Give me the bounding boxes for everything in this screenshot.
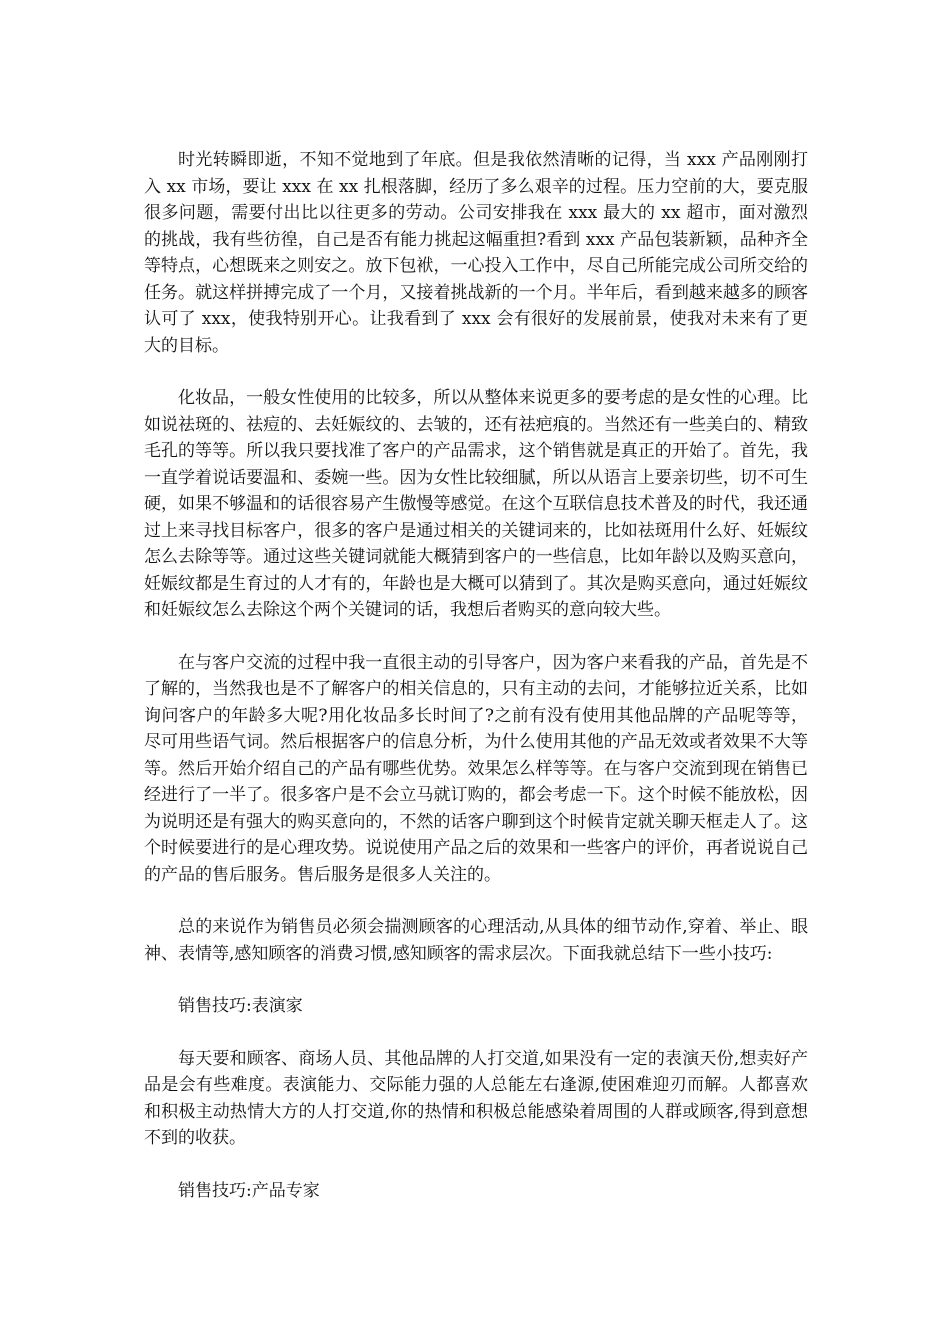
section-heading-performer: 销售技巧:表演家 (178, 996, 303, 1016)
paragraph-summary: 总的来说作为销售员必须会揣测顾客的心理活动,从具体的细节动作,穿着、举止、眼神、表情等,感知顾客的消费习惯,感知顾客的需求层次。下面我就总结下一些小技巧: (144, 917, 808, 964)
document-body (144, 147, 808, 1230)
paragraph-cosmetics: 化妆品，一般女性使用的比较多，所以从整体来说更多的要考虑的是女性的心理。比如说祛斑的、祛痘的、去妊娠纹的、去皱的，还有祛疤痕的。当然还有一些美白的、精致毛孔的等等。所以我只要找准了客户的产品需求，这个销售就是真正的开始了。首先，我一直学着说话要温和、委婉一些。因为女性比较细腻，所以从语言上要亲切些，切不可生硬，如果不够温和的话很容易产生傲慢等感觉。在这个互联信息技术普及的时代，我还通过上来寻找目标客户，很多的客户是通过相关的关键词来的，比如祛斑用什么好、妊娠纹怎么去除等等。通过这些关键词就能大概猜到客户的一些信息，比如年龄以及购买意向，妊娠纹都是生育过的人才有的，年龄也是大概可以猜到了。其次是购买意向，通过妊娠纹和妊娠纹怎么去除这个两个关键词的话，我想后者购买的意向较大些。 (144, 388, 808, 620)
paragraph-performer: 每天要和顾客、商场人员、其他品牌的人打交道,如果没有一定的表演天份,想卖好产品是会有些难度。表演能力、交际能力强的人总能左右逢源,使困难迎刃而解。人都喜欢和积极主动热情大方的人打交道,你的热情和积极总能感染着周围的人群或顾客,得到意想不到的收获。 (144, 1048, 808, 1148)
paragraph-communication: 在与客户交流的过程中我一直很主动的引导客户，因为客户来看我的产品，首先是不了解的，当然我也是不了解客户的相关信息的，只有主动的去问，才能够拉近关系，比如询问客户的年龄多大呢?用化妆品多长时间了?之前有没有使用其他品牌的产品呢等等，尽可用些语气词。然后根据客户的信息分析，为什么使用其他的产品无效或者效果不大等等。然后开始介绍自己的产品有哪些优势。效果怎么样等等。在与客户交流到现在销售已经进行了一半了。很多客户是不会立马就订购的，都会考虑一下。这个时候不能放松，因为说明还是有强大的购买意向的，不然的话客户聊到这个时候肯定就关聊天框走人了。这个时候要进行的是心理攻势。说说使用产品之后的效果和一些客户的评价，再者说说自己的产品的售后服务。售后服务是很多人关注的。 (144, 652, 808, 885)
section-heading-product-expert: 销售技巧:产品专家 (178, 1180, 320, 1201)
paragraph-intro: 时光转瞬即逝，不知不觉地到了年底。但是我依然清晰的记得，当 xxx 产品刚刚打入 xx 市场，要让 xxx 在 xx 扎根落脚，经历了多么艰辛的过程。压力空前的大，要克服很多问题，需要付出比以往更多的劳动。公司安排我在 xxx 最大的 xx 超市，面对激烈的挑战，我有些彷徨，自己是否有能力挑起这幅重担?看到 xxx 产品包装新颖，品种齐全等特点，心想既来之则安之。放下包袱，一心投入工作中，尽自己所能完成公司所交给的任务。就这样拼搏完成了一个月，又接着挑战新的一个月。半年后，看到越来越多的顾客认可了 xxx，使我特别开心。让我看到了 xxx 会有很好的发展前景，使我对未来有了更大的目标。 (144, 150, 808, 356)
